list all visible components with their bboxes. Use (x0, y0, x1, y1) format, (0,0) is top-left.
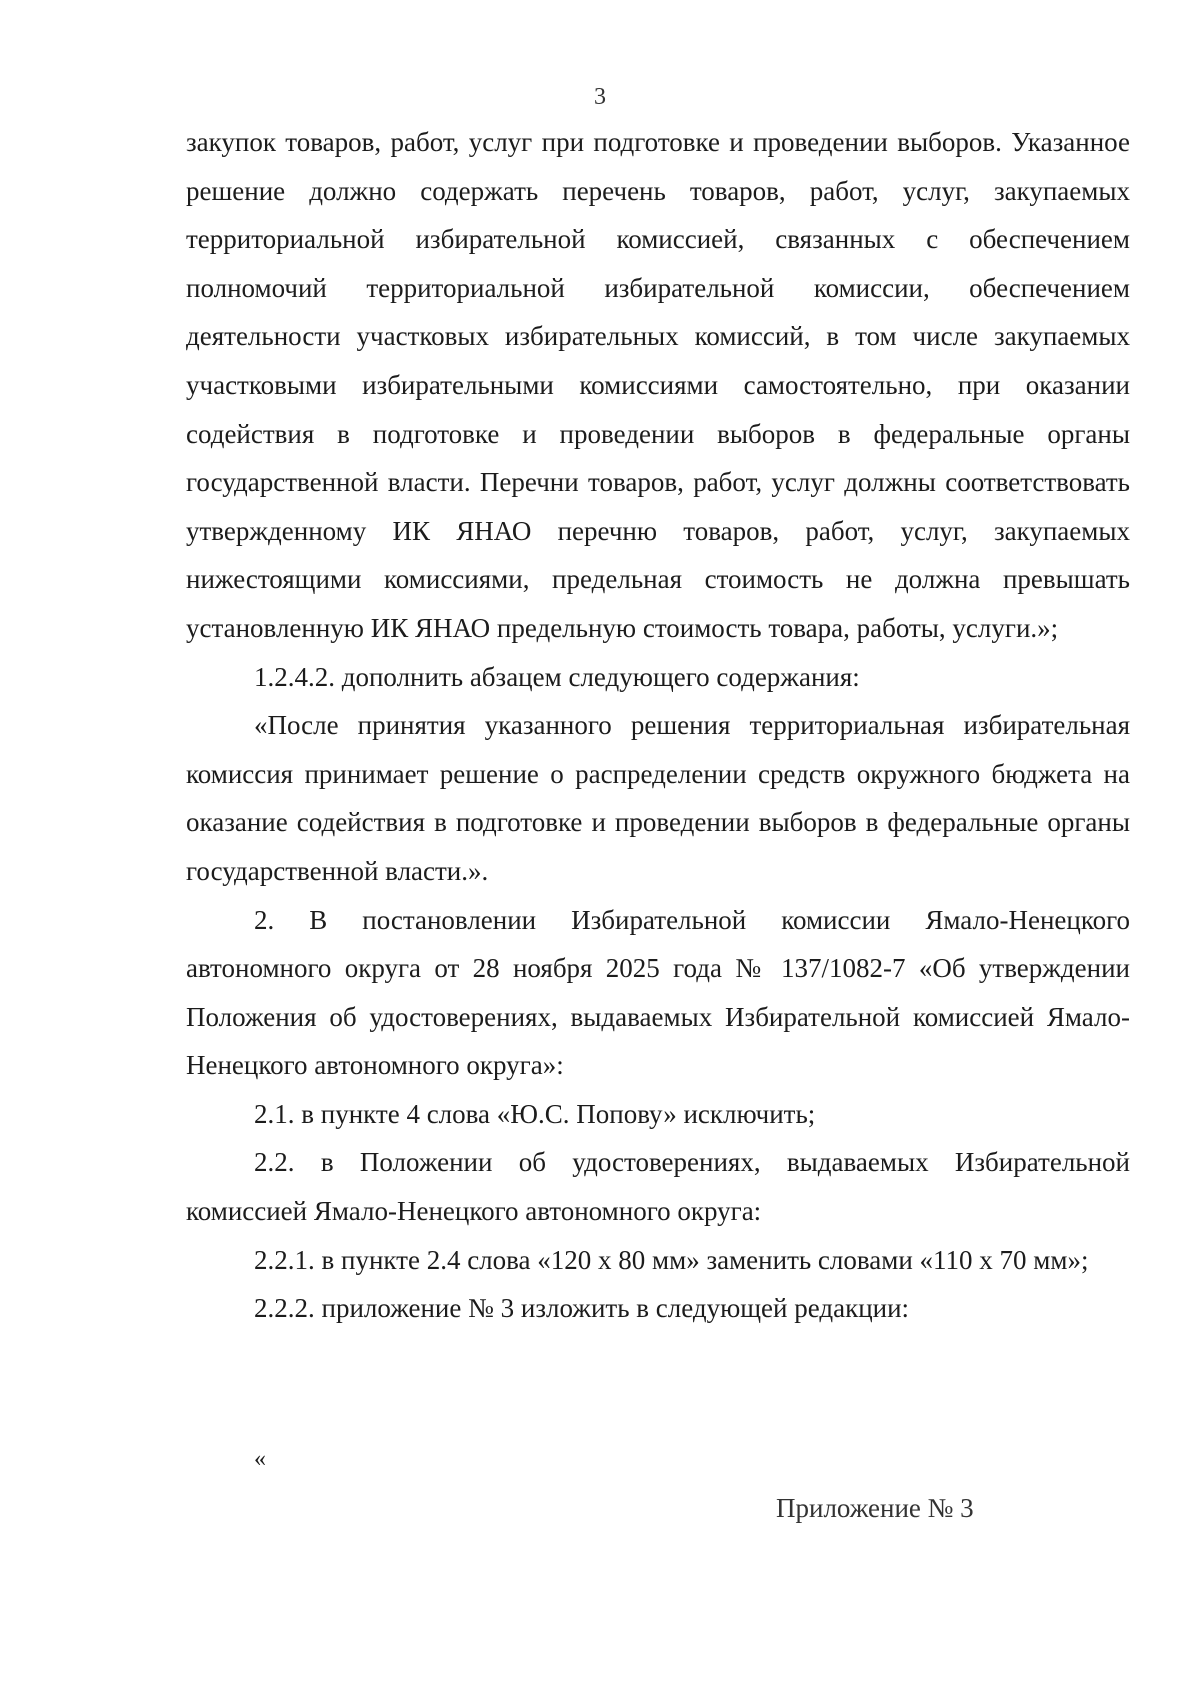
paragraph-7: 2.2.1. в пункте 2.4 слова «120 х 80 мм» заменить словами «110 х 70 мм»; (254, 1244, 1089, 1275)
document-body (186, 118, 1130, 1333)
paragraph-4: 2. В постановлении Избирательной комиссии Ямало-Ненецкого автономного округа от 28 ноября 2025 года № 137/1082-7 «Об утверждении Положения об удостоверениях, выдаваемых Избирательной комиссией Ямало-Ненецкого автономного округа»: (186, 904, 1130, 1081)
paragraph-3: «После принятия указанного решения территориальная избирательная комиссия принимает решение о распределении средств окружного бюджета на оказание содействия в подготовке и проведении выборов в федеральные органы государственной власти.». (186, 710, 1130, 886)
page-number: 3 (594, 84, 606, 110)
paragraph-6: 2.2. в Положении об удостоверениях, выдаваемых Избирательной комиссией Ямало-Ненецкого автономного округа: (186, 1147, 1130, 1227)
appendix-label: Приложение № 3 (776, 1493, 974, 1523)
paragraph-2: 1.2.4.2. дополнить абзацем следующего содержания: (254, 661, 860, 692)
opening-quote-mark: « (254, 1446, 266, 1472)
paragraph-8: 2.2.2. приложение № 3 изложить в следующей редакции: (254, 1293, 910, 1324)
paragraph-1: закупок товаров, работ, услуг при подготовке и проведении выборов. Указанное решение должно содержать перечень товаров, работ, услуг, закупаемых территориальной избирательной комиссией, связанных с обеспечением полномочий территориальной избирательной комиссии, обеспечением деятельности участковых избирательных комиссий, в том числе закупаемых участковыми избирательными комиссиями самостоятельно, при оказании содействия в подготовке и проведении выборов в федеральные органы государственной власти. Перечни товаров, работ, услуг должны соответствовать утвержденному ИК ЯНАО перечню товаров, работ, услуг, закупаемых нижестоящими комиссиями, предельная стоимость не должна превышать установленную ИК ЯНАО предельную стоимость товара, работы, услуги.»; (186, 127, 1130, 643)
paragraph-5: 2.1. в пункте 4 слова «Ю.С. Попову» исключить; (254, 1098, 816, 1129)
